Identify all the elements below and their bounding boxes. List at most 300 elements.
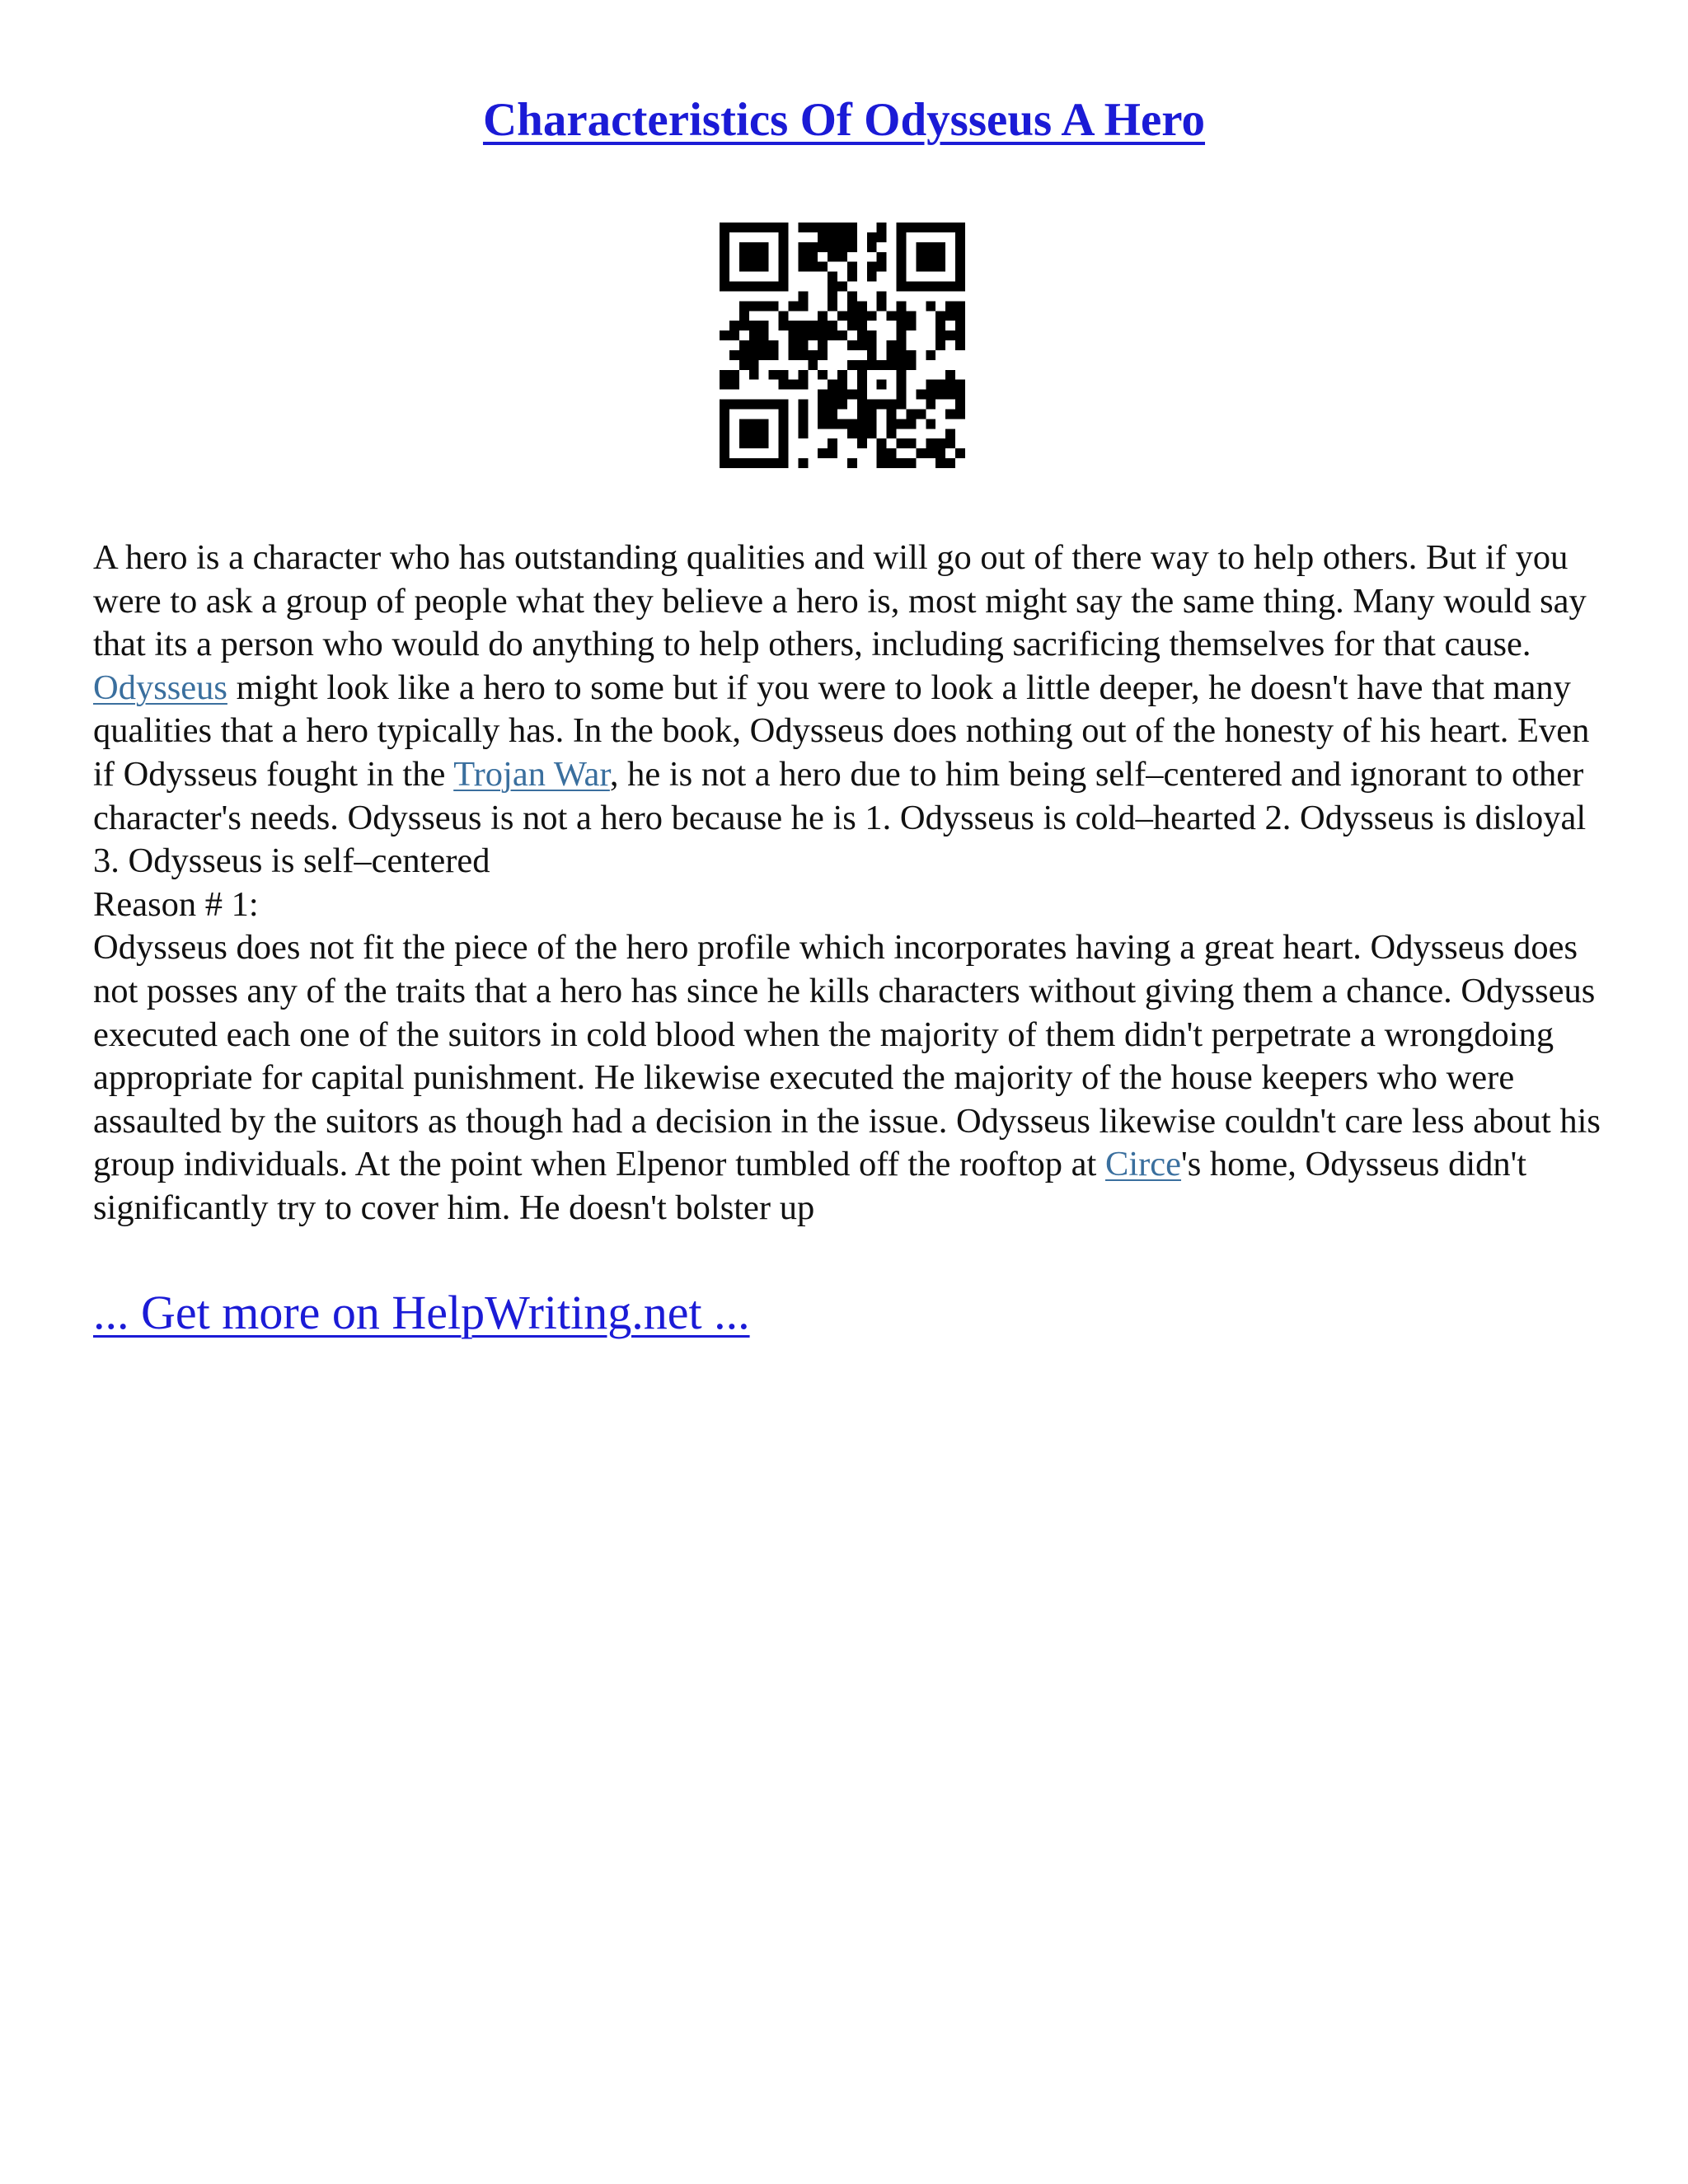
qr-module xyxy=(798,429,808,438)
qr-module xyxy=(759,330,769,340)
qr-module xyxy=(729,282,739,292)
qr-module xyxy=(945,458,955,468)
qr-module xyxy=(916,448,926,458)
qr-module xyxy=(867,400,877,410)
qr-module xyxy=(935,438,945,448)
qr-module xyxy=(926,448,935,458)
qr-module xyxy=(955,272,965,282)
qr-module xyxy=(906,438,916,448)
qr-module xyxy=(769,301,779,311)
qr-module xyxy=(906,311,916,321)
qr-module xyxy=(739,301,749,311)
qr-module xyxy=(818,370,828,380)
qr-module xyxy=(720,252,729,262)
qr-module xyxy=(945,282,955,292)
qr-module xyxy=(788,301,798,311)
qr-module xyxy=(729,400,739,410)
qr-module xyxy=(798,262,808,272)
qr-module xyxy=(729,223,739,232)
link-trojan-war[interactable]: Trojan War xyxy=(453,754,610,794)
link-odysseus[interactable]: Odysseus xyxy=(93,668,227,707)
qr-module xyxy=(798,340,808,350)
qr-module xyxy=(739,321,749,330)
qr-module xyxy=(926,400,935,410)
qr-module xyxy=(779,400,789,410)
qr-module xyxy=(955,340,965,350)
qr-module xyxy=(749,429,759,438)
qr-module xyxy=(798,409,808,419)
page-title xyxy=(0,89,1688,152)
qr-module xyxy=(847,301,857,311)
qr-module xyxy=(935,448,945,458)
qr-module xyxy=(798,321,808,330)
qr-module xyxy=(867,330,877,340)
qr-module xyxy=(837,232,847,242)
qr-module xyxy=(926,223,935,232)
qr-module xyxy=(887,340,897,350)
qr-module xyxy=(828,409,837,419)
qr-module xyxy=(818,448,828,458)
qr-module xyxy=(720,282,729,292)
qr-module xyxy=(926,350,935,360)
qr-module xyxy=(749,340,759,350)
qr-module xyxy=(897,390,907,400)
qr-module xyxy=(818,350,828,360)
qr-module xyxy=(779,380,789,390)
qr-module xyxy=(935,458,945,468)
qr-module xyxy=(749,330,759,340)
qr-module xyxy=(867,242,877,252)
qr-module xyxy=(798,458,808,468)
qr-module xyxy=(749,321,759,330)
qr-module xyxy=(837,311,847,321)
qr-module xyxy=(720,458,729,468)
qr-module xyxy=(739,458,749,468)
qr-module xyxy=(729,370,739,380)
qr-module xyxy=(837,242,847,252)
qr-module xyxy=(897,458,907,468)
qr-module xyxy=(759,242,769,252)
qr-module xyxy=(720,242,729,252)
qr-module xyxy=(857,321,867,330)
qr-module xyxy=(857,380,867,390)
qr-module xyxy=(720,370,729,380)
qr-module xyxy=(926,419,935,429)
qr-module xyxy=(857,301,867,311)
qr-module xyxy=(798,380,808,390)
qr-module xyxy=(769,458,779,468)
qr-module xyxy=(749,458,759,468)
qr-module xyxy=(847,360,857,370)
qr-module xyxy=(798,419,808,429)
qr-module xyxy=(798,252,808,262)
qr-module xyxy=(847,291,857,301)
qr-module xyxy=(828,438,837,448)
qr-module xyxy=(837,370,847,380)
qr-module xyxy=(877,448,887,458)
qr-module xyxy=(739,438,749,448)
qr-module xyxy=(749,301,759,311)
qr-module xyxy=(739,223,749,232)
qr-module xyxy=(906,409,916,419)
qr-module xyxy=(739,400,749,410)
qr-module xyxy=(720,380,729,390)
qr-module xyxy=(955,232,965,242)
qr-module xyxy=(828,321,837,330)
qr-module xyxy=(818,242,828,252)
qr-module xyxy=(945,429,955,438)
qr-module xyxy=(877,262,887,272)
qr-module xyxy=(739,419,749,429)
qr-module xyxy=(897,438,907,448)
qr-module xyxy=(926,438,935,448)
paragraph-2-text-a: Odysseus does not fit the piece of the hero profile which incorporates having a great heart. Odysseus does not posses any of the traits that a hero has since he kills characters without giving them a chance. Odysseus executed each one of the suitors in cold blood when the majority of them didn't perpetrate a wrongdoing appropriate for capital punishment. He likewise executed the majority of the house keepers who were assaulted by the suitors as though had a decision in the issue. Odysseus likewise couldn't care less about his group individuals. At the point when Elpenor tumbled off the rooftop at xyxy=(93,928,1601,1184)
qr-module xyxy=(935,321,945,330)
qr-module xyxy=(759,340,769,350)
qr-module xyxy=(847,262,857,272)
qr-module xyxy=(798,242,808,252)
qr-module xyxy=(847,340,857,350)
qr-module xyxy=(808,242,818,252)
qr-module xyxy=(739,242,749,252)
qr-module xyxy=(955,311,965,321)
qr-module xyxy=(828,252,837,262)
qr-module xyxy=(720,448,729,458)
qr-module xyxy=(759,282,769,292)
qr-module xyxy=(818,330,828,340)
qr-module xyxy=(857,311,867,321)
qr-module xyxy=(887,419,897,429)
qr-module xyxy=(818,409,828,419)
qr-module xyxy=(808,350,818,360)
qr-module xyxy=(897,262,907,272)
qr-module xyxy=(897,360,907,370)
qr-module xyxy=(955,448,965,458)
qr-module xyxy=(779,232,789,242)
qr-module xyxy=(828,301,837,311)
qr-module xyxy=(759,429,769,438)
qr-module xyxy=(867,340,877,350)
qr-module xyxy=(857,330,867,340)
qr-module xyxy=(818,223,828,232)
qr-module xyxy=(837,252,847,262)
qr-module xyxy=(857,390,867,400)
qr-module xyxy=(818,311,828,321)
qr-module xyxy=(720,409,729,419)
qr-module xyxy=(739,429,749,438)
qr-module xyxy=(847,429,857,438)
qr-module xyxy=(828,330,837,340)
qr-module xyxy=(798,301,808,311)
qr-module xyxy=(788,350,798,360)
qr-module xyxy=(945,380,955,390)
qr-module xyxy=(926,301,935,311)
qr-module xyxy=(739,252,749,262)
qr-module xyxy=(818,321,828,330)
qr-module xyxy=(720,262,729,272)
qr-module xyxy=(945,311,955,321)
get-more-link[interactable]: ... Get more on HelpWriting.net ... xyxy=(93,1286,750,1339)
qr-module xyxy=(769,370,779,380)
qr-module xyxy=(798,400,808,410)
qr-module xyxy=(769,400,779,410)
paragraph-1 xyxy=(93,537,1601,883)
qr-module xyxy=(749,350,759,360)
qr-module xyxy=(926,242,935,252)
qr-module xyxy=(897,330,907,340)
qr-module xyxy=(749,360,759,370)
qr-module xyxy=(759,419,769,429)
qr-module xyxy=(897,223,907,232)
qr-module xyxy=(720,400,729,410)
qr-module xyxy=(877,223,887,232)
qr-module xyxy=(788,330,798,340)
qr-module xyxy=(828,448,837,458)
qr-module xyxy=(729,380,739,390)
qr-module xyxy=(935,282,945,292)
qr-module xyxy=(945,370,955,380)
qr-module xyxy=(828,291,837,301)
qr-module xyxy=(955,380,965,390)
qr-module xyxy=(857,409,867,419)
qr-module xyxy=(828,419,837,429)
qr-module xyxy=(955,242,965,252)
qr-module xyxy=(877,360,887,370)
qr-module xyxy=(945,409,955,419)
qr-module xyxy=(955,223,965,232)
qr-module xyxy=(739,350,749,360)
qr-module xyxy=(779,409,789,419)
qr-module xyxy=(837,282,847,292)
qr-module xyxy=(779,262,789,272)
qr-module xyxy=(729,321,739,330)
qr-module xyxy=(828,272,837,282)
qr-module xyxy=(955,252,965,262)
qr-module xyxy=(798,370,808,380)
qr-module xyxy=(935,223,945,232)
qr-module xyxy=(739,262,749,272)
qr-module xyxy=(906,419,916,429)
qr-module xyxy=(739,311,749,321)
qr-module xyxy=(847,223,857,232)
qr-module xyxy=(798,223,808,232)
qr-module xyxy=(759,438,769,448)
qr-module xyxy=(897,282,907,292)
qr-module xyxy=(759,262,769,272)
qr-module xyxy=(887,448,897,458)
qr-module xyxy=(847,458,857,468)
qr-module xyxy=(779,370,789,380)
qr-module xyxy=(837,419,847,429)
qr-module xyxy=(847,242,857,252)
qr-module xyxy=(828,232,837,242)
qr-module xyxy=(739,360,749,370)
qr-module xyxy=(857,370,867,380)
qr-module xyxy=(779,252,789,262)
qr-module xyxy=(739,340,749,350)
qr-module xyxy=(877,400,887,410)
qr-module xyxy=(926,262,935,272)
qr-module xyxy=(945,301,955,311)
qr-module xyxy=(955,330,965,340)
qr-module xyxy=(935,380,945,390)
qr-module xyxy=(798,291,808,301)
qr-module xyxy=(847,321,857,330)
qr-module xyxy=(720,330,729,340)
qr-module xyxy=(867,350,877,360)
qr-module xyxy=(867,409,877,419)
qr-module xyxy=(887,409,897,419)
qr-module xyxy=(779,429,789,438)
qr-module xyxy=(749,262,759,272)
qr-module xyxy=(769,340,779,350)
qr-module xyxy=(926,380,935,390)
qr-module xyxy=(779,448,789,458)
qr-module xyxy=(759,301,769,311)
qr-module xyxy=(828,282,837,292)
qr-module xyxy=(739,282,749,292)
qr-module xyxy=(769,282,779,292)
qr-module xyxy=(906,458,916,468)
qr-module xyxy=(955,282,965,292)
qr-module xyxy=(808,252,818,262)
qr-module xyxy=(788,321,798,330)
qr-module xyxy=(897,301,907,311)
qr-module xyxy=(847,390,857,400)
qr-module xyxy=(828,380,837,390)
qr-module xyxy=(779,419,789,429)
qr-module xyxy=(867,232,877,242)
qr-module xyxy=(837,223,847,232)
qr-module xyxy=(926,252,935,262)
qr-module xyxy=(749,370,759,380)
qr-module xyxy=(749,252,759,262)
qr-module xyxy=(867,429,877,438)
qr-module xyxy=(769,223,779,232)
paragraph-2-text-b: 's home, Odysseus didn't significantly try to cover him. He doesn't bolster up xyxy=(93,1145,1527,1227)
link-circe[interactable]: Circe xyxy=(1104,1145,1182,1184)
get-more-link-container xyxy=(93,1284,750,1342)
qr-module xyxy=(720,438,729,448)
qr-module xyxy=(857,360,867,370)
qr-module xyxy=(945,223,955,232)
qr-module xyxy=(906,360,916,370)
qr-module xyxy=(857,438,867,448)
qr-module xyxy=(808,330,818,340)
qr-module xyxy=(759,321,769,330)
qr-module xyxy=(847,232,857,242)
qr-module xyxy=(897,242,907,252)
qr-module xyxy=(916,252,926,262)
qr-module xyxy=(935,262,945,272)
paragraph-1-text-b: might look like a hero to some but if you were to look a little deeper, he doesn't have that many qualities that a hero typically has. In the book, Odysseus does nothing out of the honesty of his heart. Even if Odysseus fought in the xyxy=(93,668,1590,794)
qr-module xyxy=(779,282,789,292)
article-body xyxy=(93,537,1601,1230)
qr-module xyxy=(779,242,789,252)
qr-module xyxy=(935,390,945,400)
qr-module xyxy=(720,223,729,232)
qr-module xyxy=(916,390,926,400)
qr-module xyxy=(897,370,907,380)
qr-module xyxy=(808,321,818,330)
qr-module xyxy=(759,223,769,232)
qr-module xyxy=(779,272,789,282)
qr-module xyxy=(955,262,965,272)
qr-code xyxy=(720,223,965,468)
qr-module xyxy=(877,380,887,390)
qr-module xyxy=(818,262,828,272)
qr-module xyxy=(837,330,847,340)
qr-module xyxy=(788,340,798,350)
qr-module xyxy=(945,438,955,448)
qr-module xyxy=(877,458,887,468)
qr-module xyxy=(818,340,828,350)
qr-module xyxy=(897,321,907,330)
qr-module xyxy=(955,400,965,410)
qr-module xyxy=(867,419,877,429)
qr-module xyxy=(897,272,907,282)
qr-module xyxy=(897,419,907,429)
qr-module xyxy=(759,458,769,468)
qr-module xyxy=(808,223,818,232)
qr-module xyxy=(887,458,897,468)
qr-module xyxy=(749,438,759,448)
qr-module xyxy=(955,390,965,400)
qr-module xyxy=(759,350,769,360)
qr-module xyxy=(749,242,759,252)
qr-module xyxy=(916,223,926,232)
qr-module xyxy=(916,409,926,419)
qr-module xyxy=(837,400,847,410)
paragraph-2 xyxy=(93,926,1601,1230)
qr-module xyxy=(828,400,837,410)
qr-module xyxy=(906,282,916,292)
qr-module xyxy=(897,340,907,350)
qr-module xyxy=(857,429,867,438)
qr-module xyxy=(906,350,916,360)
qr-module xyxy=(749,419,759,429)
qr-module xyxy=(887,350,897,360)
qr-module xyxy=(877,301,887,311)
qr-module xyxy=(798,350,808,360)
title-link[interactable]: Characteristics Of Odysseus A Hero xyxy=(482,94,1206,146)
paragraph-1-text-c: , he is not a hero due to him being self–centered and ignorant to other character's needs. Odysseus is not a hero because he is 1. Odysseus is cold–hearted 2. Odysseus is disloyal 3. Odysseus is self–centered xyxy=(93,754,1587,881)
qr-module xyxy=(897,252,907,262)
qr-module xyxy=(749,282,759,292)
qr-module xyxy=(779,438,789,448)
qr-module xyxy=(897,380,907,390)
qr-module xyxy=(857,400,867,410)
qr-module xyxy=(759,252,769,262)
qr-module xyxy=(847,311,857,321)
qr-module xyxy=(935,330,945,340)
qr-module xyxy=(877,291,887,301)
qr-module xyxy=(955,321,965,330)
qr-module xyxy=(867,272,877,282)
qr-module xyxy=(720,232,729,242)
qr-module xyxy=(897,232,907,242)
qr-module xyxy=(887,360,897,370)
qr-module xyxy=(749,223,759,232)
qr-module xyxy=(926,282,935,292)
qr-module xyxy=(945,330,955,340)
qr-module xyxy=(759,400,769,410)
qr-module xyxy=(935,252,945,262)
qr-module xyxy=(857,340,867,350)
qr-module xyxy=(847,419,857,429)
qr-module xyxy=(857,419,867,429)
qr-module xyxy=(808,262,818,272)
